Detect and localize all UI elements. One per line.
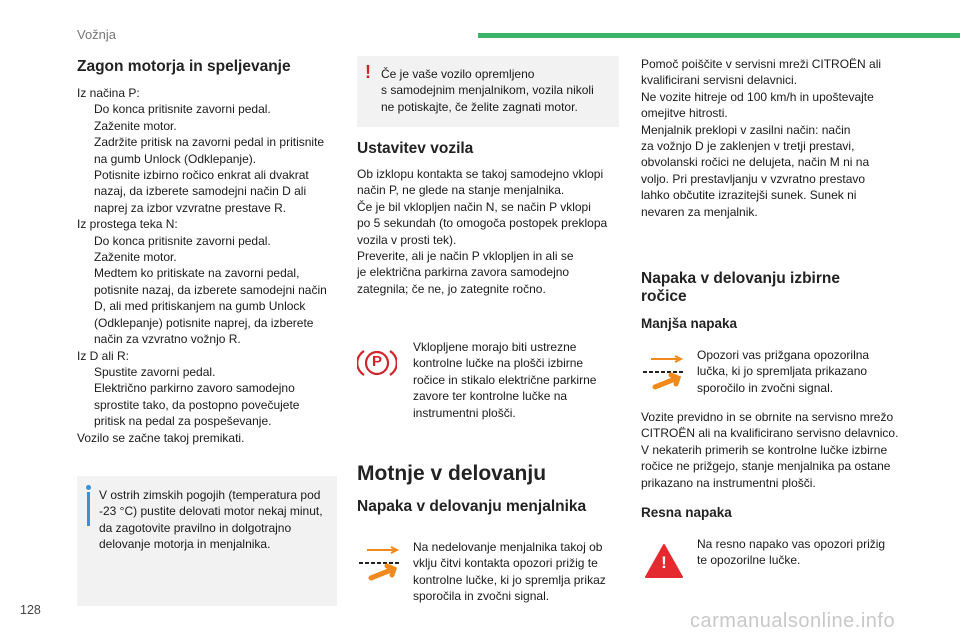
- info-box: [77, 476, 337, 606]
- exclamation-icon: !: [365, 62, 371, 82]
- wrench-icon: [357, 543, 403, 583]
- warning-box: [357, 56, 619, 127]
- start-heading: Zagon motorja in speljevanje: [77, 58, 291, 75]
- wrench-icon: [641, 352, 687, 392]
- page-number: 128: [20, 603, 41, 617]
- start-instructions: [77, 85, 342, 446]
- service-text: Pomoč poiščite v servisni mreži CITROËN ali kvalificirani servisni delavnici. Ne vozite hitreje od 100 km/h in upoštevajte omejitve hitrosti. Menjalnik preklopi v zasilni način: način za vožnjo D je zaklenjen v tretji prestavi, obvolanski ročici ne delujeta, način M ni na voljo. Pri prestavljanju v vzvratno prestavo lahko občutite izrazitejši sunek. Sunek ni nevaren za menjalnik.: [641, 57, 882, 219]
- info-icon: [87, 492, 90, 526]
- minor-fault-note: Opozori vas prižgana opozorilna lučka, ki jo spremljata prikazano sporočilo in zvočni signal.: [697, 348, 870, 395]
- instruction-step: Spustite zavorni pedal.: [94, 364, 216, 379]
- instruction-step: Do konca pritisnite zavorni pedal.: [94, 233, 271, 248]
- gearbox-fault-heading: Napaka v delovanju menjalnika: [357, 498, 587, 515]
- watermark: carmanualsonline.info: [690, 610, 896, 632]
- parking-icon-letter: P: [371, 353, 382, 370]
- instruction-text: Iz D ali R:: [77, 348, 130, 363]
- warning-box-text: Če je vaše vozilo opremljeno s samodejnim menjalnikom, vozila nikoli ne potiskajte, če želite zagnati motor.: [381, 67, 594, 114]
- minor-fault-text: Vozite previdno in se obrnite na servisno mrežo CITROËN ali na kvalificirano servisno delavnico. V nekaterih primerih se kontrolne lučke izbirne ročice ne prižgejo, stanje menjalnika pa ostane prikazano na instrumentni plošči.: [641, 410, 899, 490]
- instruction-text: Vozilo se začne takoj premikati.: [77, 430, 245, 445]
- section-title: Vožnja: [77, 27, 117, 42]
- instruction-step: Medtem ko pritiskate na zavorni pedal, potisnite nazaj, da izberete samodejni način D, ali med pritiskanjem na gumb Unlock (Odklepanje) potisnite naprej, da izberete način za vzvratno vožnjo R.: [94, 266, 327, 347]
- instruction-step: Zaženite motor.: [94, 250, 177, 265]
- warning-triangle-icon: [644, 543, 684, 579]
- parking-note: Vklopljene morajo biti ustrezne kontrolne lučke na plošči izbirne ročice in stikalo električne parkirne zavore ter kontrolne lučke na instrumentni plošči.: [413, 340, 597, 420]
- parking-brake-icon: [357, 348, 397, 378]
- header-accent-bar: [478, 33, 960, 38]
- gearbox-fault-note: Na nedelovanje menjalnika takoj ob vklju čitvi kontakta opozori prižig te kontrolne lučke, ki jo spremlja prikaz sporočila in zvočni signal.: [413, 540, 606, 604]
- instruction-step: Potisnite izbirno ročico enkrat ali dvakrat nazaj, da izberete samodejni način D ali naprej za izbor vzvratne prestave R.: [94, 168, 309, 215]
- info-box-text: V ostrih zimskih pogojih (temperatura pod -23 °C) pustite delovati motor nekaj minut, da zagotovite pravilno in dolgotrajno delovanje motorja in menjalnika.: [99, 488, 323, 552]
- instruction-step: Zaženite motor.: [94, 118, 177, 133]
- faults-heading: Motnje v delovanju: [357, 462, 547, 485]
- instruction-step: Do konca pritisnite zavorni pedal.: [94, 102, 271, 117]
- minor-fault-heading: Manjša napaka: [641, 316, 738, 331]
- stop-text: Ob izklopu kontakta se takoj samodejno vklopi način P, ne glede na stanje menjalnika. Če je bil vklopljen način N, se način P vklopi po 5 sekundah (to omogoča postopek preklopa vozila v prosti tek). Preverite, ali je način P vklopljen in ali se je električna parkirna zavora samodejno zategnila; če ne, jo zategnite ročno.: [357, 167, 608, 296]
- info-icon-dot: [86, 485, 91, 490]
- instruction-step: Zadržite pritisk na zavorni pedal in pritisnite na gumb Unlock (Odklepanje).: [94, 135, 325, 166]
- stop-heading: Ustavitev vozila: [357, 140, 474, 157]
- major-fault-heading: Resna napaka: [641, 505, 732, 520]
- instruction-text: Iz prostega teka N:: [77, 217, 178, 232]
- selector-fault-heading: Napaka v delovanju izbirne ročice: [641, 270, 840, 305]
- instruction-step: Električno parkirno zavoro samodejno sprostite tako, da postopno povečujete pritisk na pedal za pospeševanje.: [94, 381, 300, 429]
- major-fault-note: Na resno napako vas opozori prižig te opozorilne lučke.: [697, 537, 886, 568]
- warning-icon-mark: !: [661, 553, 667, 572]
- instruction-text: Iz načina P:: [77, 86, 140, 100]
